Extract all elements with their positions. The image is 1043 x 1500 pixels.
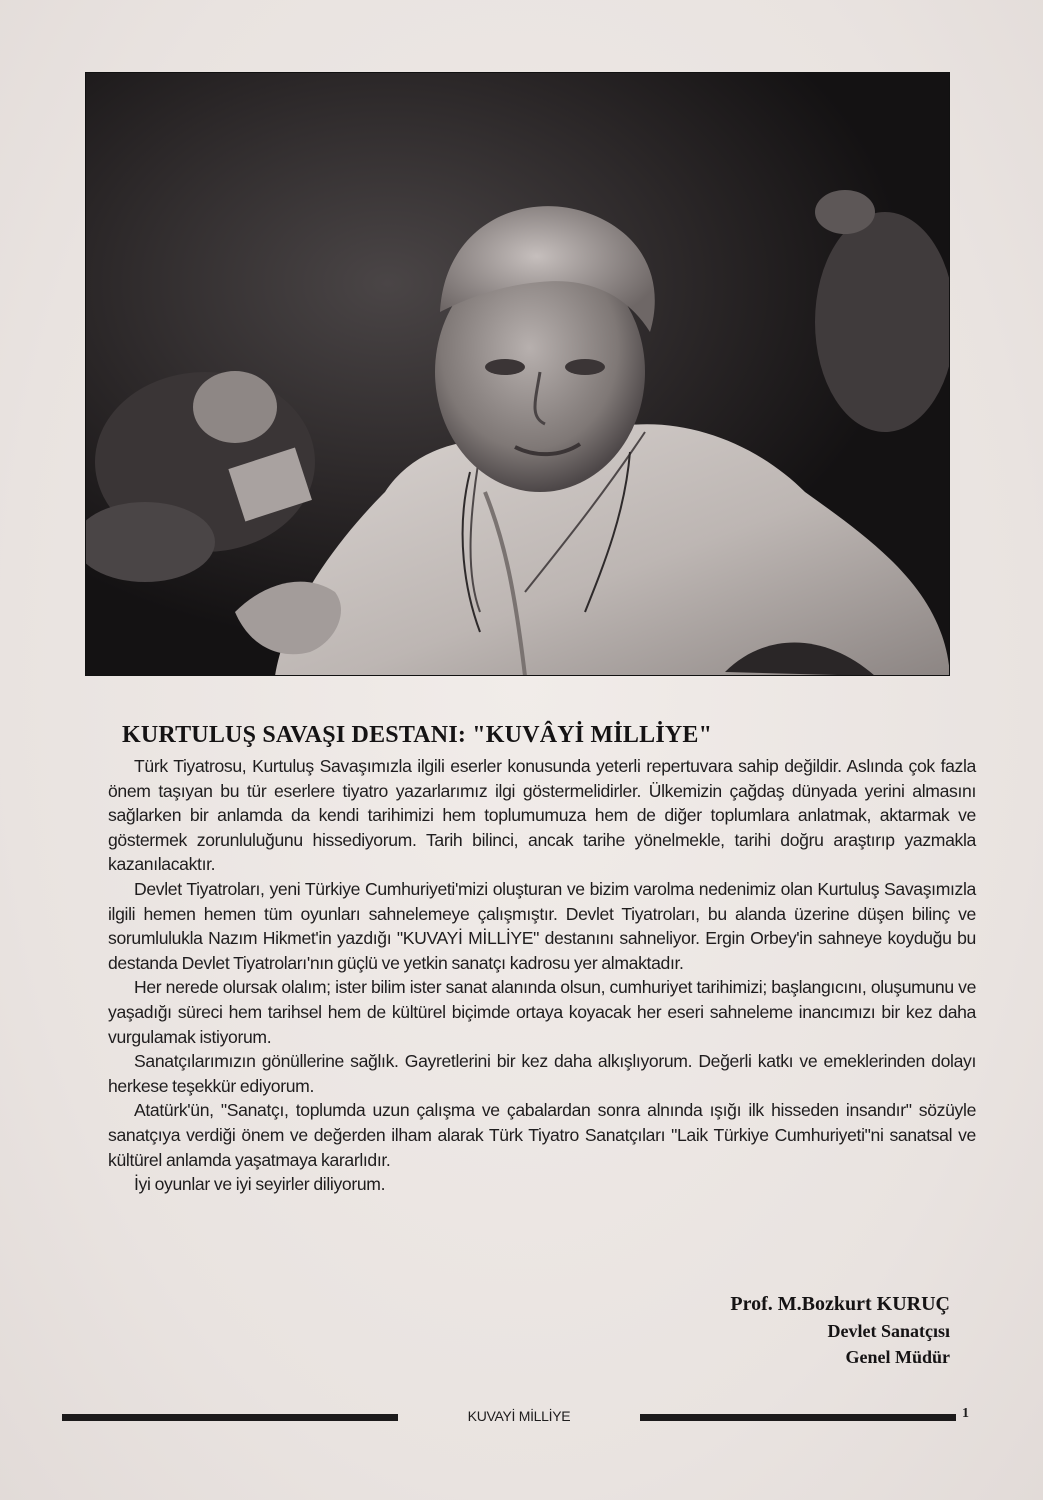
signature-name: Prof. M.Bozkurt KURUÇ bbox=[730, 1293, 950, 1315]
portrait-photo-drawing bbox=[85, 72, 950, 676]
page-number: 1 bbox=[962, 1406, 969, 1421]
footer-rule-left bbox=[62, 1414, 398, 1421]
article-paragraph: Devlet Tiyatroları, yeni Türkiye Cumhuriyeti'mizi oluşturan ve bizim varolma nedenimiz olan Kurtuluş Savaşımızla ilgili hemen hemen tüm oyunları sahnelemeye çalışmıştır. Devlet Tiyatroları, bu alanda üzerine düşen bilinç ve sorumlulukla Nazım Hikmet'in yazdığı "KUVAYİ MİLLİYE" destanını sahneliyor. Ergin Orbey'in sahneye koyduğu bu destanda Devlet Tiyatroları'nın güçlü ve yetkin sanatçı kadrosu yer almaktadır. bbox=[108, 878, 976, 973]
portrait-photo bbox=[85, 72, 950, 676]
article-paragraph: Türk Tiyatrosu, Kurtuluş Savaşımızla ilgili eserler konusunda yeterli repertuvara sahip değildir. Aslında çok fazla önem taşıyan bu tür eserlere tiyatro yazarlarımız ilgi göstermelidirler. Ülkemizin çağdaş dünyada yerini almasını sağlarken bir anlamda da kendi tarihimizi hem toplumumuza hem de diğer toplumlara anlatmak, aktarmak ve göstermek zorunluluğunu hissediyorum. Tarih bilinci, ancak tarihe yönelmekle, tarihi doğru araştırıp yazmakla kazanılacaktır. bbox=[108, 756, 976, 875]
article-paragraph: Her nerede olursak olalım; ister bilim ister sanat alanında olsun, cumhuriyet tarihimizi; başlangıcını, oluşumunu ve yaşadığı süreci hem tarihsel hem de kültürel biçimde ortaya koyacak her eseri sahneleme inancımızı bir kez daha vurgulamak istiyorum. bbox=[108, 977, 976, 1047]
article bbox=[108, 722, 976, 1197]
article-headline: KURTULUŞ SAVAŞI DESTANI: "KUVÂYİ MİLLİYE" bbox=[122, 722, 713, 748]
signature-position: Genel Müdür bbox=[845, 1347, 950, 1367]
signature-title: Devlet Sanatçısı bbox=[827, 1321, 950, 1341]
article-paragraph: Sanatçılarımızın gönüllerine sağlık. Gayretlerini bir kez daha alkışlıyorum. Değerli katkı ve emeklerinden dolayı herkese teşekkür ediyorum. bbox=[108, 1051, 976, 1096]
article-paragraph: Atatürk'ün, "Sanatçı, toplumda uzun çalışma ve çabalardan sonra alnında ışığı ilk hisseden insandır" sözüyle sanatçıya verdiği önem ve değerden ilham alarak Türk Tiyatro Sanatçıları "Laik Türkiye Cumhuriyeti"ni sanatsal ve kültürel anlamda yaşatmaya kararlıdır. bbox=[108, 1100, 976, 1170]
signature-block bbox=[730, 1290, 950, 1370]
footer-title: KUVAYİ MİLLİYE bbox=[467, 1408, 571, 1424]
article-paragraph: İyi oyunlar ve iyi seyirler diliyorum. bbox=[134, 1174, 386, 1195]
footer-rule-right bbox=[640, 1414, 956, 1421]
